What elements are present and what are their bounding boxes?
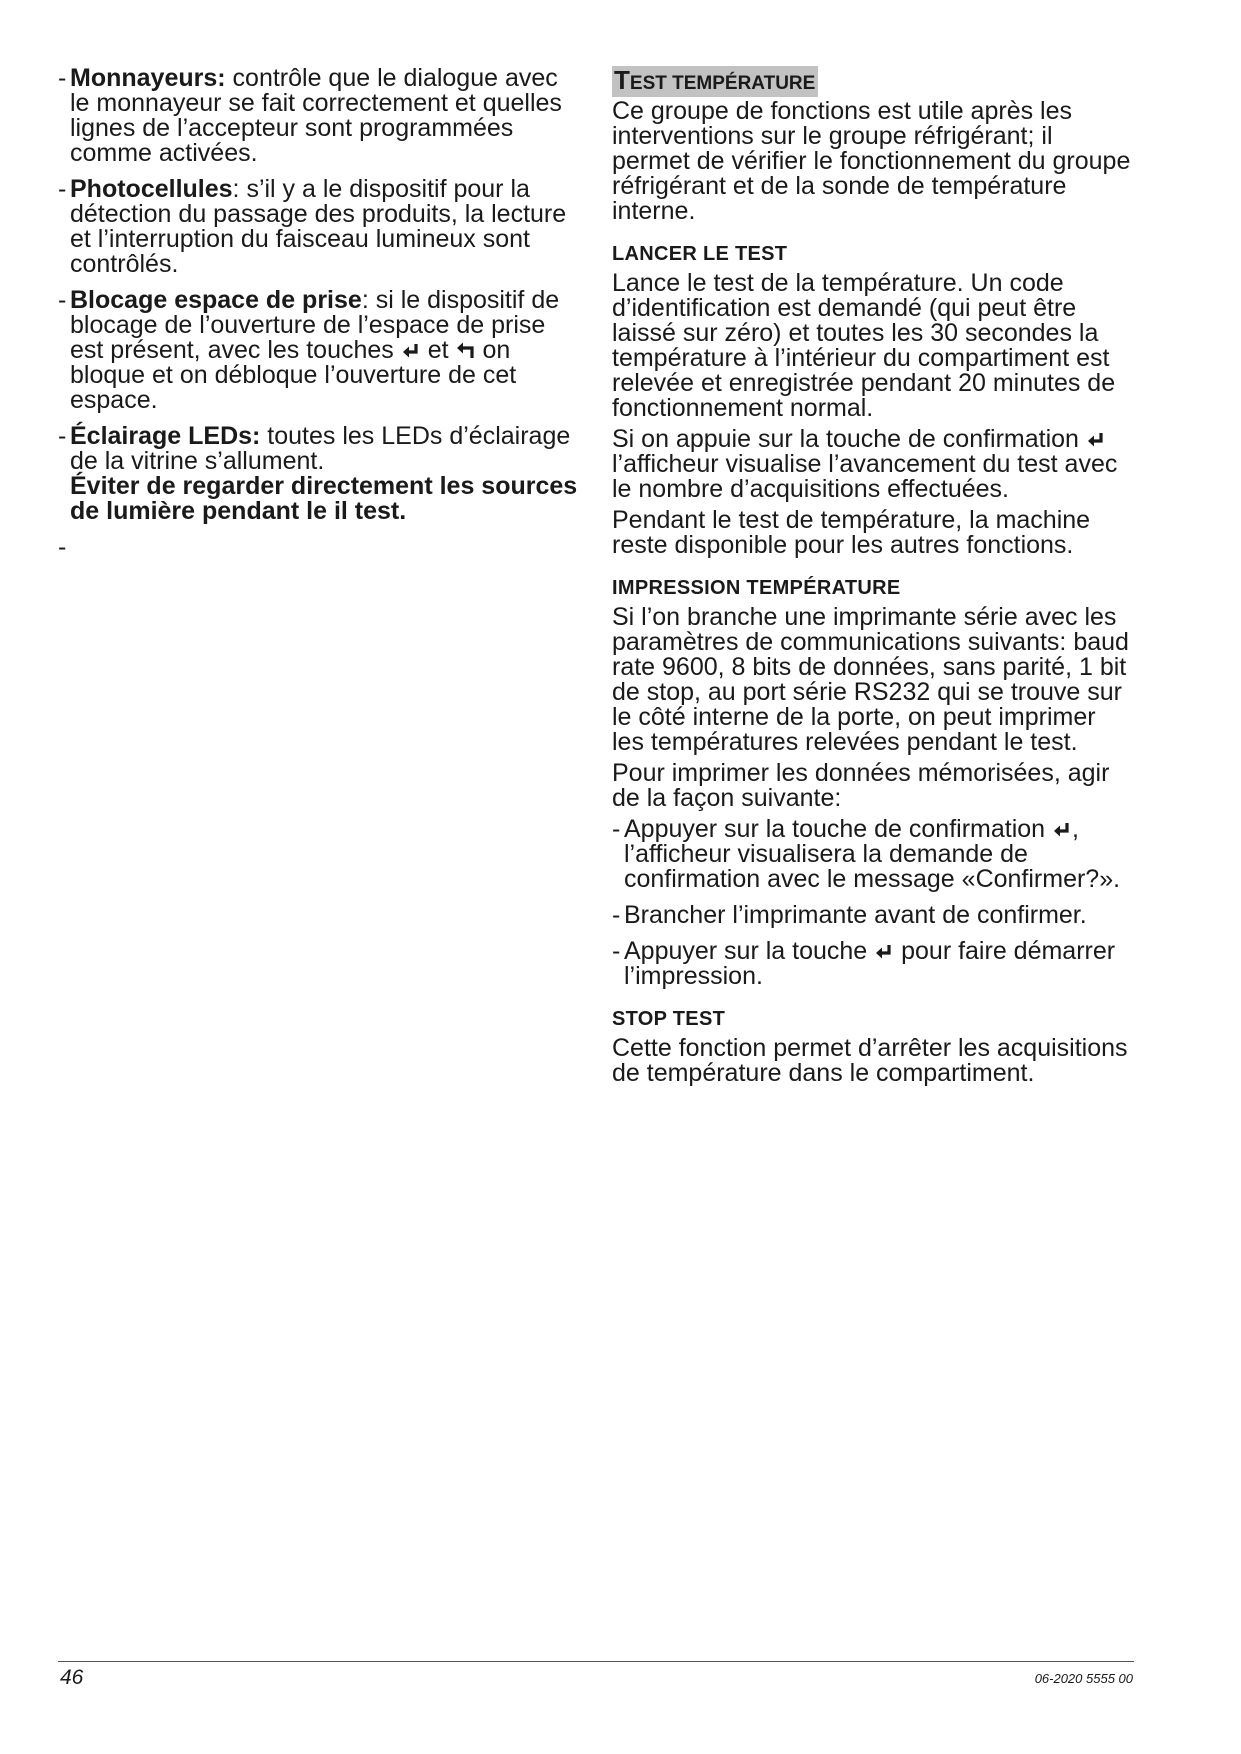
bullet-dash: - <box>58 286 67 314</box>
item-text: : s’il y a le dispositif pour la détection du passage des produits, la lecture et l’interruption du faisceau lumineux sont contrôlés. <box>70 175 567 278</box>
bullet-dash: - <box>58 533 67 561</box>
item-term: Éclairage LEDs: <box>70 422 261 450</box>
left-column <box>58 66 578 571</box>
bullet-dash: - <box>612 901 621 929</box>
paragraph: Pendant le test de température, la machine reste disponible pour les autres fonctions. <box>612 506 1091 559</box>
enter-key-icon <box>401 341 421 361</box>
empty-list-item <box>58 535 578 560</box>
paragraph: Lance le test de la température. Un code d’identification est demandé (qui peut être laissé sur zéro) et toutes les 30 secondes la température à l’intérieur du compartiment est relevée et enregistrée pendant 20 minutes de fonctionnement normal. <box>612 269 1116 422</box>
subheading-stop-test: STOP TEST <box>612 1008 726 1030</box>
enter-key-icon <box>1052 820 1072 840</box>
list-item-step: - Appuyer sur la touche pour faire démarrer l’impression. <box>612 937 1116 990</box>
item-term: Photocellules <box>70 175 233 203</box>
paragraph: Si l’on branche une imprimante série avec les paramètres de communications suivants: baud rate 9600, 8 bits de données, sans parité, 1 bit de stop, au port série RS232 qui se trouve sur le côté interne de la porte, on peut imprimer les températures relevées pendant le test. <box>612 603 1129 756</box>
bullet-dash: - <box>612 815 621 843</box>
bullet-dash: - <box>612 937 621 965</box>
footer-divider <box>58 1661 1134 1662</box>
item-text: on bloque et on débloque l’ouverture de cet espace. <box>70 336 517 414</box>
list-item-step: - Brancher l’imprimante avant de confirmer. <box>612 901 1087 929</box>
item-term: Blocage espace de prise <box>70 286 362 314</box>
list-item-monnayeurs <box>58 66 578 166</box>
section-intro: Ce groupe de fonctions est utile après les interventions sur le groupe réfrigérant; il permet de vérifier le fonctionnement du groupe réfrigérant et de la sonde de température interne. <box>612 97 1131 225</box>
paragraph: Pour imprimer les données mémorisées, agir de la façon suivante: <box>612 759 1110 812</box>
warning-text: Éviter de regarder directement les sources de lumière pendant le il test. <box>70 472 578 525</box>
paragraph: Si on appuie sur la touche de confirmation l’afficheur visualise l’avancement du test avec le nombre d’acquisitions effectuées. <box>612 425 1118 503</box>
item-text: toutes les LEDs d’éclairage de la vitrine s’allument. <box>70 422 571 475</box>
item-text: : si le dispositif de blocage de l’ouverture de l’espace de prise est présent, avec les touches <box>70 286 560 364</box>
item-term: Monnayeurs: <box>70 64 226 92</box>
subheading-impression-temperature: IMPRESSION TEMPÉRATURE <box>612 577 901 599</box>
subheading-lancer-le-test: LANCER LE TEST <box>612 243 788 265</box>
list-item-eclairage <box>58 424 578 524</box>
list-item-step: - Appuyer sur la touche de confirmation , l’afficheur visualisera la demande de confirmation avec le message «Confirmer?». <box>612 815 1121 893</box>
enter-key-icon <box>874 942 894 962</box>
document-code: 06-2020 5555 00 <box>1034 1671 1133 1686</box>
bullet-dash: - <box>58 175 67 203</box>
back-arrow-key-icon <box>456 341 476 361</box>
bullet-dash: - <box>58 422 67 450</box>
right-column <box>612 66 1132 1092</box>
item-text: et <box>420 336 456 364</box>
bullet-dash: - <box>58 64 67 92</box>
item-text: contrôle que le dialogue avec le monnayeur se fait correctement et quelles lignes de l’accepteur sont programmées comme activées. <box>70 64 562 167</box>
page-number: 46 <box>60 1666 84 1689</box>
paragraph: Cette fonction permet d’arrêter les acquisitions de température dans le compartiment. <box>612 1034 1128 1087</box>
enter-key-icon <box>1086 430 1106 450</box>
list-item-photocellules <box>58 177 578 277</box>
list-item-blocage <box>58 288 578 413</box>
section-title: TEST TEMPÉRATURE <box>612 66 818 97</box>
